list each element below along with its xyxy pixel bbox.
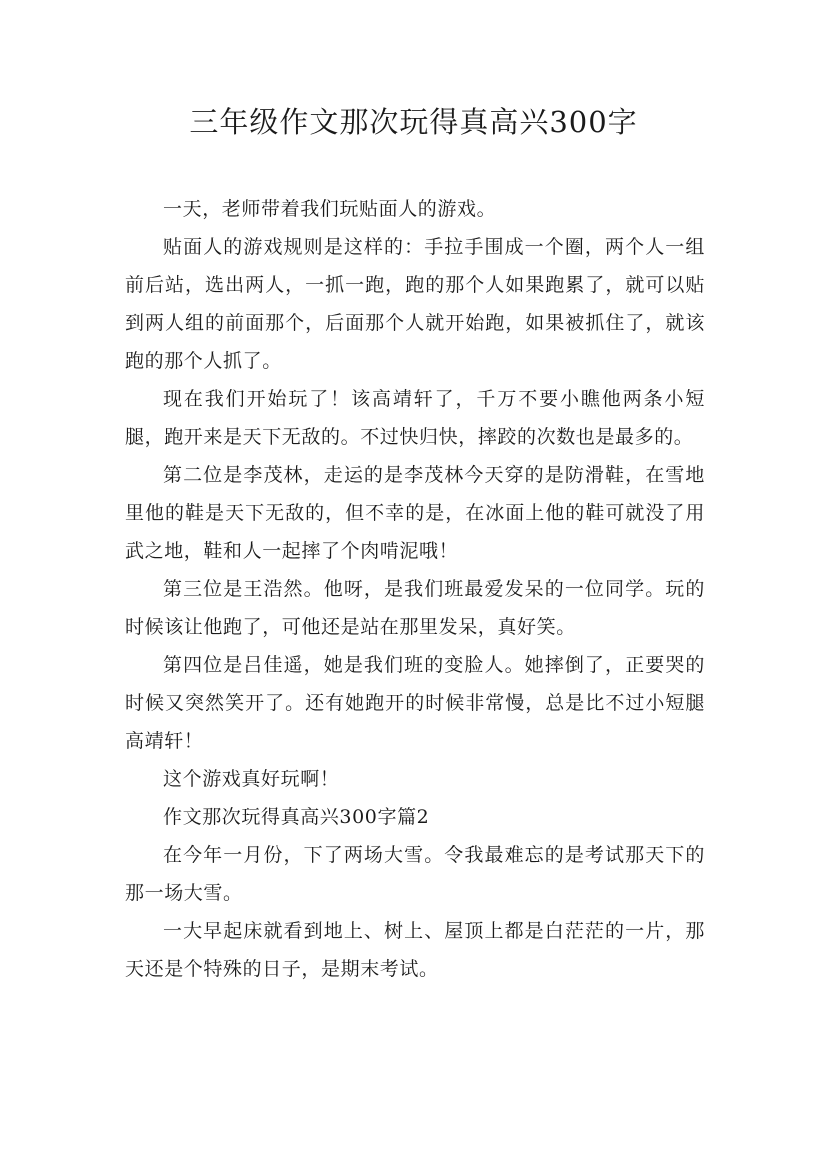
paragraph: 贴面人的游戏规则是这样的：手拉手围成一个圈，两个人一组前后站，选出两人，一抓一跑，跑的那个人如果跑累了，就可以贴到两人组的前面那个，后面那个人就开始跑，如果被抓住了，就该跑的那个人抓了。 xyxy=(125,236,705,372)
paragraph: 第二位是李茂林，走运的是李茂林今天穿的是防滑鞋，在雪地里他的鞋是天下无敌的，但不幸的是，在冰面上他的鞋可就没了用武之地，鞋和人一起摔了个肉啃泥哦！ xyxy=(125,464,705,562)
document-body xyxy=(125,190,705,988)
paragraph: 在今年一月份，下了两场大雪。令我最难忘的是考试那天下的那一场大雪。 xyxy=(125,844,705,904)
section-heading: 作文那次玩得真高兴300字篇2 xyxy=(163,806,430,828)
paragraph: 这个游戏真好玩啊！ xyxy=(163,768,340,790)
paragraph: 一大早起床就看到地上、树上、屋顶上都是白茫茫的一片，那天还是个特殊的日子，是期末考试。 xyxy=(125,920,705,980)
paragraph: 第三位是王浩然。他呀，是我们班最爱发呆的一位同学。玩的时候该让他跑了，可他还是站在那里发呆，真好笑。 xyxy=(125,578,705,638)
document-title: 三年级作文那次玩得真高兴300字 xyxy=(189,105,638,139)
paragraph: 现在我们开始玩了！该高靖轩了，千万不要小瞧他两条小短腿，跑开来是天下无敌的。不过快归快，摔跤的次数也是最多的。 xyxy=(125,388,705,448)
paragraph: 一天，老师带着我们玩贴面人的游戏。 xyxy=(163,198,497,220)
paragraph: 第四位是吕佳遥，她是我们班的变脸人。她摔倒了，正要哭的时候又突然笑开了。还有她跑开的时候非常慢，总是比不过小短腿高靖轩！ xyxy=(125,654,705,752)
